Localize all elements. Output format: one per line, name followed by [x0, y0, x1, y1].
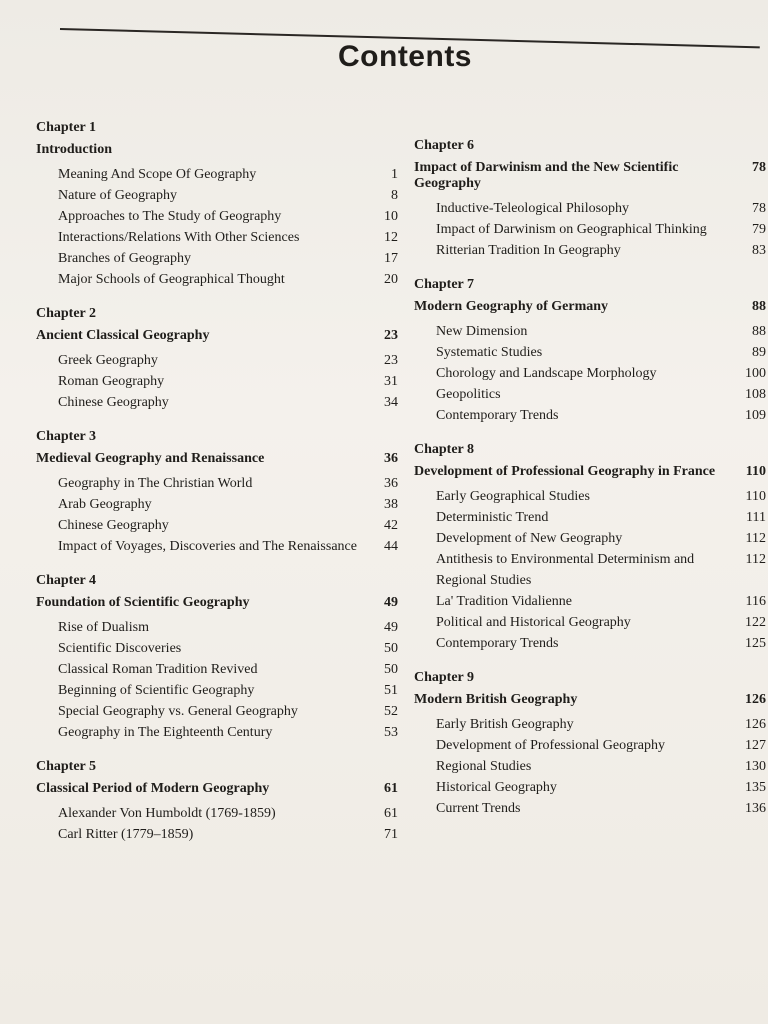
section-page-number: 42	[384, 518, 398, 533]
section-page-number: 109	[745, 408, 766, 423]
section-title: Systematic Studies	[436, 345, 543, 360]
section-entry[interactable]	[58, 473, 398, 494]
section-title: Geography in The Eighteenth Century	[58, 725, 273, 740]
chapter-block	[36, 120, 398, 290]
section-entry[interactable]	[436, 714, 766, 735]
section-page-number: 112	[745, 531, 766, 546]
chapter-block	[414, 138, 766, 261]
section-title: Greek Geography	[58, 353, 158, 368]
section-entry[interactable]	[436, 198, 766, 219]
section-entry[interactable]	[436, 240, 766, 261]
chapter-label: Chapter 5	[36, 759, 97, 774]
section-title: Scientific Discoveries	[58, 641, 182, 656]
section-entry[interactable]	[436, 633, 766, 654]
section-page-number: 61	[384, 806, 398, 821]
chapter-title: Foundation of Scientific Geography	[36, 595, 250, 610]
section-page-number: 83	[752, 243, 766, 258]
chapter-title: Modern British Geography	[414, 692, 578, 707]
section-page-number: 116	[745, 594, 766, 609]
section-title: Geopolitics	[436, 387, 501, 402]
section-title: Inductive-Teleological Philosophy	[436, 201, 630, 216]
chapter-block	[414, 670, 766, 819]
section-title: Chinese Geography	[58, 518, 169, 533]
section-page-number: 8	[391, 188, 398, 203]
section-entry[interactable]	[58, 515, 398, 536]
section-page-number: 12	[384, 230, 398, 245]
section-list	[36, 350, 398, 413]
section-title: Contemporary Trends	[436, 408, 559, 423]
section-title: Current Trends	[436, 801, 521, 816]
section-entry[interactable]	[58, 269, 398, 290]
chapter-label: Chapter 8	[414, 442, 475, 457]
chapter-page-number: 49	[384, 595, 398, 610]
chapter-page-number: 61	[384, 781, 398, 796]
section-page-number: 20	[384, 272, 398, 287]
section-entry[interactable]	[58, 350, 398, 371]
section-page-number: 79	[752, 222, 766, 237]
section-page-number: 17	[384, 251, 398, 266]
section-entry[interactable]	[58, 659, 398, 680]
section-title: Arab Geography	[58, 497, 152, 512]
section-entry[interactable]	[58, 371, 398, 392]
chapter-title: Medieval Geography and Renaissance	[36, 451, 265, 466]
section-page-number: 31	[384, 374, 398, 389]
section-entry[interactable]	[58, 701, 398, 722]
chapter-title-row[interactable]	[36, 142, 398, 158]
chapter-title-row[interactable]	[36, 451, 398, 467]
section-entry[interactable]	[436, 756, 766, 777]
section-title: La' Tradition Vidalienne	[436, 594, 572, 609]
chapter-title-row[interactable]	[36, 328, 398, 344]
section-entry[interactable]	[58, 164, 398, 185]
section-entry[interactable]	[58, 536, 398, 557]
chapter-page-number: 23	[384, 328, 398, 343]
section-entry[interactable]	[436, 591, 766, 612]
section-page-number: 111	[746, 510, 766, 525]
chapter-block	[36, 429, 398, 557]
page-title: Contents	[338, 40, 472, 73]
chapter-title: Development of Professional Geography in France	[414, 464, 716, 479]
section-page-number: 127	[745, 738, 766, 753]
section-title: Nature of Geography	[58, 188, 177, 203]
section-page-number: 53	[384, 725, 398, 740]
section-entry[interactable]	[58, 227, 398, 248]
section-page-number: 71	[384, 827, 398, 842]
chapter-title: Ancient Classical Geography	[36, 328, 210, 343]
chapter-title-row[interactable]	[36, 595, 398, 611]
section-title: Development of New Geography	[436, 531, 623, 546]
section-page-number: 135	[745, 780, 766, 795]
section-entry[interactable]	[436, 321, 766, 342]
section-page-number: 136	[745, 801, 766, 816]
chapter-title: Impact of Darwinism and the New Scientific Geography	[414, 160, 679, 191]
chapter-title-row[interactable]	[414, 299, 766, 315]
section-title: Roman Geography	[58, 374, 165, 389]
chapter-page-number: 78	[752, 160, 766, 175]
section-page-number: 125	[745, 636, 766, 651]
chapter-block	[414, 277, 766, 426]
section-entry[interactable]	[436, 486, 766, 507]
section-title: Deterministic Trend	[436, 510, 549, 525]
section-entry[interactable]	[436, 735, 766, 756]
chapter-page-number: 88	[752, 299, 766, 314]
section-title: Interactions/Relations With Other Sciences	[58, 230, 300, 245]
section-page-number: 44	[384, 539, 398, 554]
section-title: Regional Studies	[436, 759, 532, 774]
section-entry[interactable]	[436, 798, 766, 819]
section-page-number: 36	[384, 476, 398, 491]
section-entry[interactable]	[436, 612, 766, 633]
section-entry[interactable]	[58, 248, 398, 269]
chapter-block	[36, 306, 398, 413]
section-title: Development of Professional Geography	[436, 738, 665, 753]
section-entry[interactable]	[58, 494, 398, 515]
section-page-number: 23	[384, 353, 398, 368]
chapter-title-row[interactable]	[36, 781, 398, 797]
contents-right-column	[414, 138, 766, 835]
section-page-number: 122	[745, 615, 766, 630]
section-entry[interactable]	[436, 777, 766, 798]
section-entry[interactable]	[58, 680, 398, 701]
section-page-number: 78	[752, 201, 766, 216]
section-page-number: 10	[384, 209, 398, 224]
section-entry[interactable]	[436, 549, 766, 591]
chapter-block	[414, 442, 766, 654]
chapter-label: Chapter 1	[36, 120, 97, 135]
chapter-label: Chapter 7	[414, 277, 475, 292]
section-title: Rise of Dualism	[58, 620, 149, 635]
section-title: Alexander Von Humboldt (1769-1859)	[58, 806, 276, 821]
section-title: Ritterian Tradition In Geography	[436, 243, 621, 258]
chapter-label: Chapter 2	[36, 306, 97, 321]
section-entry[interactable]	[436, 528, 766, 549]
section-list	[414, 714, 766, 819]
section-page-number: 50	[384, 662, 398, 677]
section-entry[interactable]	[58, 722, 398, 743]
chapter-label: Chapter 9	[414, 670, 475, 685]
section-list	[36, 473, 398, 557]
section-page-number: 34	[384, 395, 398, 410]
section-entry[interactable]	[436, 405, 766, 426]
section-title: Geography in The Christian World	[58, 476, 253, 491]
section-title: Antithesis to Environmental Determinism and Regional Studies	[436, 552, 695, 588]
section-list	[36, 617, 398, 743]
contents-left-column	[36, 120, 398, 861]
section-title: Special Geography vs. General Geography	[58, 704, 298, 719]
section-list	[414, 486, 766, 654]
section-page-number: 110	[745, 489, 766, 504]
section-page-number: 38	[384, 497, 398, 512]
chapter-page-number: 36	[384, 451, 398, 466]
section-list	[36, 164, 398, 290]
section-title: Political and Historical Geography	[436, 615, 631, 630]
section-title: Early British Geography	[436, 717, 574, 732]
section-entry[interactable]	[436, 342, 766, 363]
section-list	[414, 198, 766, 261]
section-title: Historical Geography	[436, 780, 557, 795]
chapter-title-row[interactable]	[414, 692, 766, 708]
section-entry[interactable]	[58, 824, 398, 845]
chapter-page-number: 126	[745, 692, 766, 707]
section-entry[interactable]	[436, 507, 766, 528]
chapter-title: Introduction	[36, 142, 112, 157]
section-page-number: 88	[752, 324, 766, 339]
section-entry[interactable]	[58, 617, 398, 638]
section-title: Beginning of Scientific Geography	[58, 683, 255, 698]
section-title: Branches of Geography	[58, 251, 191, 266]
section-page-number: 51	[384, 683, 398, 698]
section-title: Chinese Geography	[58, 395, 169, 410]
chapter-label: Chapter 4	[36, 573, 97, 588]
section-entry[interactable]	[436, 384, 766, 405]
chapter-title-row[interactable]	[414, 464, 766, 480]
section-entry[interactable]	[436, 363, 766, 384]
section-title: Impact of Voyages, Discoveries and The Renaissance	[58, 539, 357, 554]
section-entry[interactable]	[58, 392, 398, 413]
section-title: New Dimension	[436, 324, 528, 339]
section-title: Early Geographical Studies	[436, 489, 590, 504]
section-page-number: 89	[752, 345, 766, 360]
chapter-title: Modern Geography of Germany	[414, 299, 609, 314]
section-page-number: 49	[384, 620, 398, 635]
section-list	[414, 321, 766, 426]
chapter-title: Classical Period of Modern Geography	[36, 781, 270, 796]
section-title: Impact of Darwinism on Geographical Thinking	[436, 222, 707, 237]
section-page-number: 112	[745, 552, 766, 567]
section-title: Major Schools of Geographical Thought	[58, 272, 285, 287]
section-entry[interactable]	[58, 185, 398, 206]
section-title: Chorology and Landscape Morphology	[436, 366, 657, 381]
section-page-number: 50	[384, 641, 398, 656]
section-title: Approaches to The Study of Geography	[58, 209, 282, 224]
section-page-number: 100	[745, 366, 766, 381]
section-entry[interactable]	[436, 219, 766, 240]
chapter-block	[36, 759, 398, 845]
section-title: Contemporary Trends	[436, 636, 559, 651]
section-title: Classical Roman Tradition Revived	[58, 662, 258, 677]
section-list	[36, 803, 398, 845]
chapter-title-row[interactable]	[414, 160, 766, 192]
section-page-number: 108	[745, 387, 766, 402]
section-entry[interactable]	[58, 206, 398, 227]
section-entry[interactable]	[58, 803, 398, 824]
chapter-block	[36, 573, 398, 743]
section-title: Meaning And Scope Of Geography	[58, 167, 257, 182]
section-page-number: 1	[391, 167, 398, 182]
chapter-page-number: 110	[745, 464, 766, 479]
section-title: Carl Ritter (1779–1859)	[58, 827, 194, 842]
chapter-label: Chapter 3	[36, 429, 97, 444]
section-page-number: 126	[745, 717, 766, 732]
section-page-number: 52	[384, 704, 398, 719]
chapter-label: Chapter 6	[414, 138, 475, 153]
section-entry[interactable]	[58, 638, 398, 659]
section-page-number: 130	[745, 759, 766, 774]
